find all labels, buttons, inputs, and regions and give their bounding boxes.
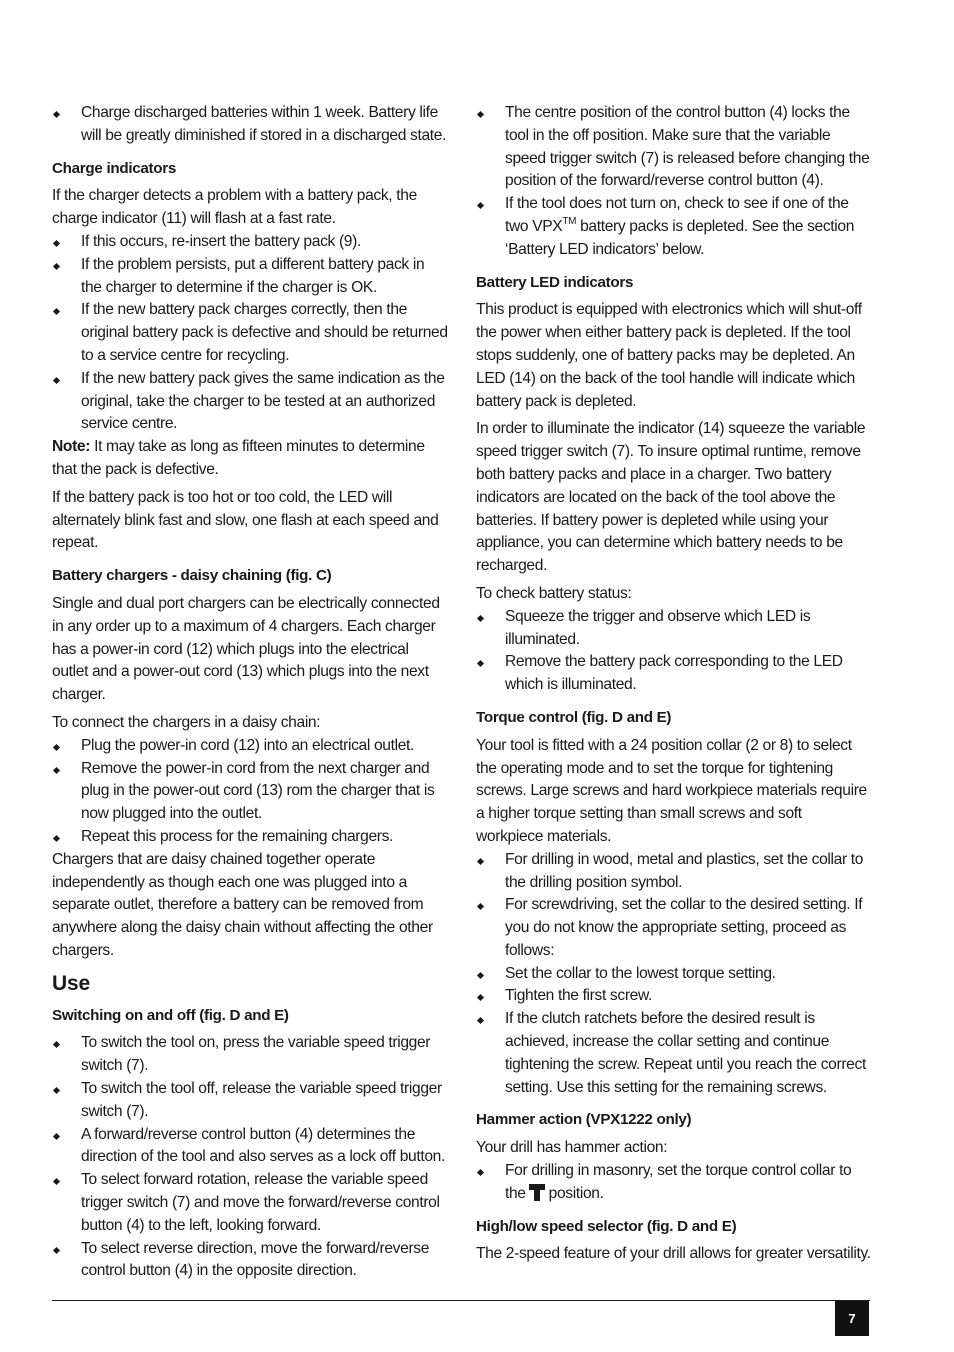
bullet-diamond-icon xyxy=(477,858,484,865)
list-item: To switch the tool off, release the variable speed trigger switch (7). xyxy=(52,1078,448,1124)
bullet-diamond-icon xyxy=(53,1247,60,1254)
list-item: To select forward rotation, release the variable speed trigger switch (7) and move the forward/reverse control button (4) to the left, looking forward. xyxy=(52,1169,448,1237)
paragraph: To check battery status: xyxy=(476,584,632,602)
list-item: If the new battery pack charges correctly, then the original battery pack is defective and should be returned to a service centre for recycling. xyxy=(52,299,448,367)
paragraph: If the charger detects a problem with a battery pack, the charge indicator (11) will flash at a fast rate. xyxy=(52,187,417,228)
bullet-list xyxy=(476,606,872,697)
paragraph: To connect the chargers in a daisy chain: xyxy=(52,713,321,731)
paragraph: If the battery pack is too hot or too cold, the LED will alternately blink fast and slow, one flash at each speed and repeat. xyxy=(52,488,439,552)
list-item: For screwdriving, set the collar to the desired setting. If you do not know the appropriate setting, proceed as follows: xyxy=(476,894,872,962)
bullet-diamond-icon xyxy=(53,377,60,384)
bullet-diamond-icon xyxy=(477,972,484,979)
bullet-diamond-icon xyxy=(53,1133,60,1140)
list-item: For drilling in masonry, set the torque control collar to the position. xyxy=(476,1160,872,1206)
section-heading-switching: Switching on and off (fig. D and E) xyxy=(52,1006,289,1024)
bullet-list xyxy=(476,1160,872,1206)
list-item: To select reverse direction, move the forward/reverse control button (4) in the opposite direction. xyxy=(52,1238,448,1284)
paragraph: Your drill has hammer action: xyxy=(476,1139,668,1157)
hammer-symbol-icon xyxy=(529,1183,545,1201)
bullet-diamond-icon xyxy=(53,766,60,773)
list-item: If the new battery pack gives the same indication as the original, take the charger to be tested at an authorized service centre. xyxy=(52,368,448,436)
bullet-diamond-icon xyxy=(477,660,484,667)
list-item: The centre position of the control button (4) locks the tool in the off position. Make sure that the variable speed trigger switch (7) is released before changing the position of the forward/reverse control button (4). xyxy=(476,102,872,193)
bullet-diamond-icon xyxy=(477,1169,484,1176)
bullet-diamond-icon xyxy=(53,835,60,842)
section-heading-hammer-action: Hammer action (VPX1222 only) xyxy=(476,1111,692,1129)
note-paragraph xyxy=(52,436,448,482)
note-label: Note: xyxy=(52,438,91,456)
list-item: Repeat this process for the remaining chargers. xyxy=(52,826,448,849)
list-item: Squeeze the trigger and observe which LED is illuminated. xyxy=(476,606,872,652)
bullet-diamond-icon xyxy=(477,202,484,209)
paragraph: The 2-speed feature of your drill allows for greater versatility. xyxy=(476,1245,871,1263)
paragraph: Single and dual port chargers can be electrically connected in any order up to a maximum of 4 chargers. Each charger has a power-in cord (12) which plugs into the electrical outlet and a power-out cord (13) which plugs into the next charger. xyxy=(52,594,440,704)
bullet-diamond-icon xyxy=(53,263,60,270)
bullet-diamond-icon xyxy=(53,240,60,247)
right-column xyxy=(476,102,872,1271)
list-item: If the tool does not turn on, check to see if one of the two VPX™ battery packs is depleted. See the section ‘Battery LED indicators’ below. xyxy=(476,193,872,261)
list-item: If the problem persists, put a different battery pack in the charger to determine if the charger is OK. xyxy=(52,254,448,300)
list-item: Tighten the first screw. xyxy=(476,985,872,1008)
bullet-diamond-icon xyxy=(477,1017,484,1024)
trademark-superscript: TM xyxy=(562,215,577,227)
list-item: Remove the battery pack corresponding to the LED which is illuminated. xyxy=(476,651,872,697)
paragraph: Chargers that are daisy chained together operate independently as though each one was plugged into a separate outlet, therefore a battery can be removed from anywhere along the daisy chain without affecting the other chargers. xyxy=(52,850,433,959)
bullet-list xyxy=(476,102,872,262)
bullet-diamond-icon xyxy=(477,111,484,118)
section-heading-speed-selector: High/low speed selector (fig. D and E) xyxy=(476,1217,737,1235)
bullet-list xyxy=(52,231,448,436)
section-heading-battery-led: Battery LED indicators xyxy=(476,273,634,291)
list-item: If this occurs, re-insert the battery pack (9). xyxy=(52,231,448,254)
bullet-diamond-icon xyxy=(477,615,484,622)
bullet-diamond-icon xyxy=(53,1087,60,1094)
bullet-diamond-icon xyxy=(53,308,60,315)
paragraph: This product is equipped with electronics which will shut-off the power when either battery pack is depleted. If the tool stops suddenly, one of battery packs may be depleted. An LED (14) on the back of the tool handle will indicate which battery pack is depleted. xyxy=(476,301,862,410)
list-item: Set the collar to the lowest torque setting. xyxy=(476,963,872,986)
bullet-diamond-icon xyxy=(53,1041,60,1048)
paragraph: In order to illuminate the indicator (14) squeeze the variable speed trigger switch (7). To insure optimal runtime, remove both battery packs and place in a charger. Two battery indicators are located on the back of the tool above the batteries. If battery power is depleted while using your appliance, you can determine which battery needs to be recharged. xyxy=(476,420,866,575)
page-number: 7 xyxy=(848,1311,856,1326)
left-column xyxy=(52,102,448,1283)
list-item: A forward/reverse control button (4) determines the direction of the tool and also serves as a lock off button. xyxy=(52,1124,448,1170)
section-heading-daisy-chaining: Battery chargers - daisy chaining (fig. C) xyxy=(52,567,332,585)
bullet-list xyxy=(476,849,872,1100)
bullet-list xyxy=(52,1032,448,1283)
list-item: For drilling in wood, metal and plastics, set the collar to the drilling position symbol. xyxy=(476,849,872,895)
bullet-diamond-icon xyxy=(53,1178,60,1185)
bullet-diamond-icon xyxy=(477,903,484,910)
section-heading-charge-indicators: Charge indicators xyxy=(52,159,177,177)
bullet-list xyxy=(52,735,448,849)
bullet-diamond-icon xyxy=(477,994,484,1001)
intro-bullet-list xyxy=(52,102,448,148)
list-item: Plug the power-in cord (12) into an electrical outlet. xyxy=(52,735,448,758)
list-item: Remove the power-in cord from the next charger and plug in the power-out cord (13) rom the charger that is now plugged into the outlet. xyxy=(52,758,448,826)
page-number-badge xyxy=(835,1301,869,1336)
paragraph: Your tool is fitted with a 24 position collar (2 or 8) to select the operating mode and to set the torque for tightening screws. Large screws and hard workpiece materials require a higher torque setting than small screws and soft workpiece materials. xyxy=(476,736,867,845)
section-heading-torque-control: Torque control (fig. D and E) xyxy=(476,708,672,726)
note-text: It may take as long as fifteen minutes to determine that the pack is defective. xyxy=(52,438,425,478)
list-item: Charge discharged batteries within 1 week. Battery life will be greatly diminished if stored in a discharged state. xyxy=(52,102,448,148)
list-item: To switch the tool on, press the variable speed trigger switch (7). xyxy=(52,1032,448,1078)
bullet-diamond-icon xyxy=(53,744,60,751)
section-title-use: Use xyxy=(52,971,90,995)
list-item: If the clutch ratchets before the desired result is achieved, increase the collar setting and continue tightening the screw. Repeat until you reach the correct setting. Use this setting for the remaining screws. xyxy=(476,1008,872,1099)
footer-rule xyxy=(52,1300,870,1301)
bullet-diamond-icon xyxy=(53,111,60,118)
